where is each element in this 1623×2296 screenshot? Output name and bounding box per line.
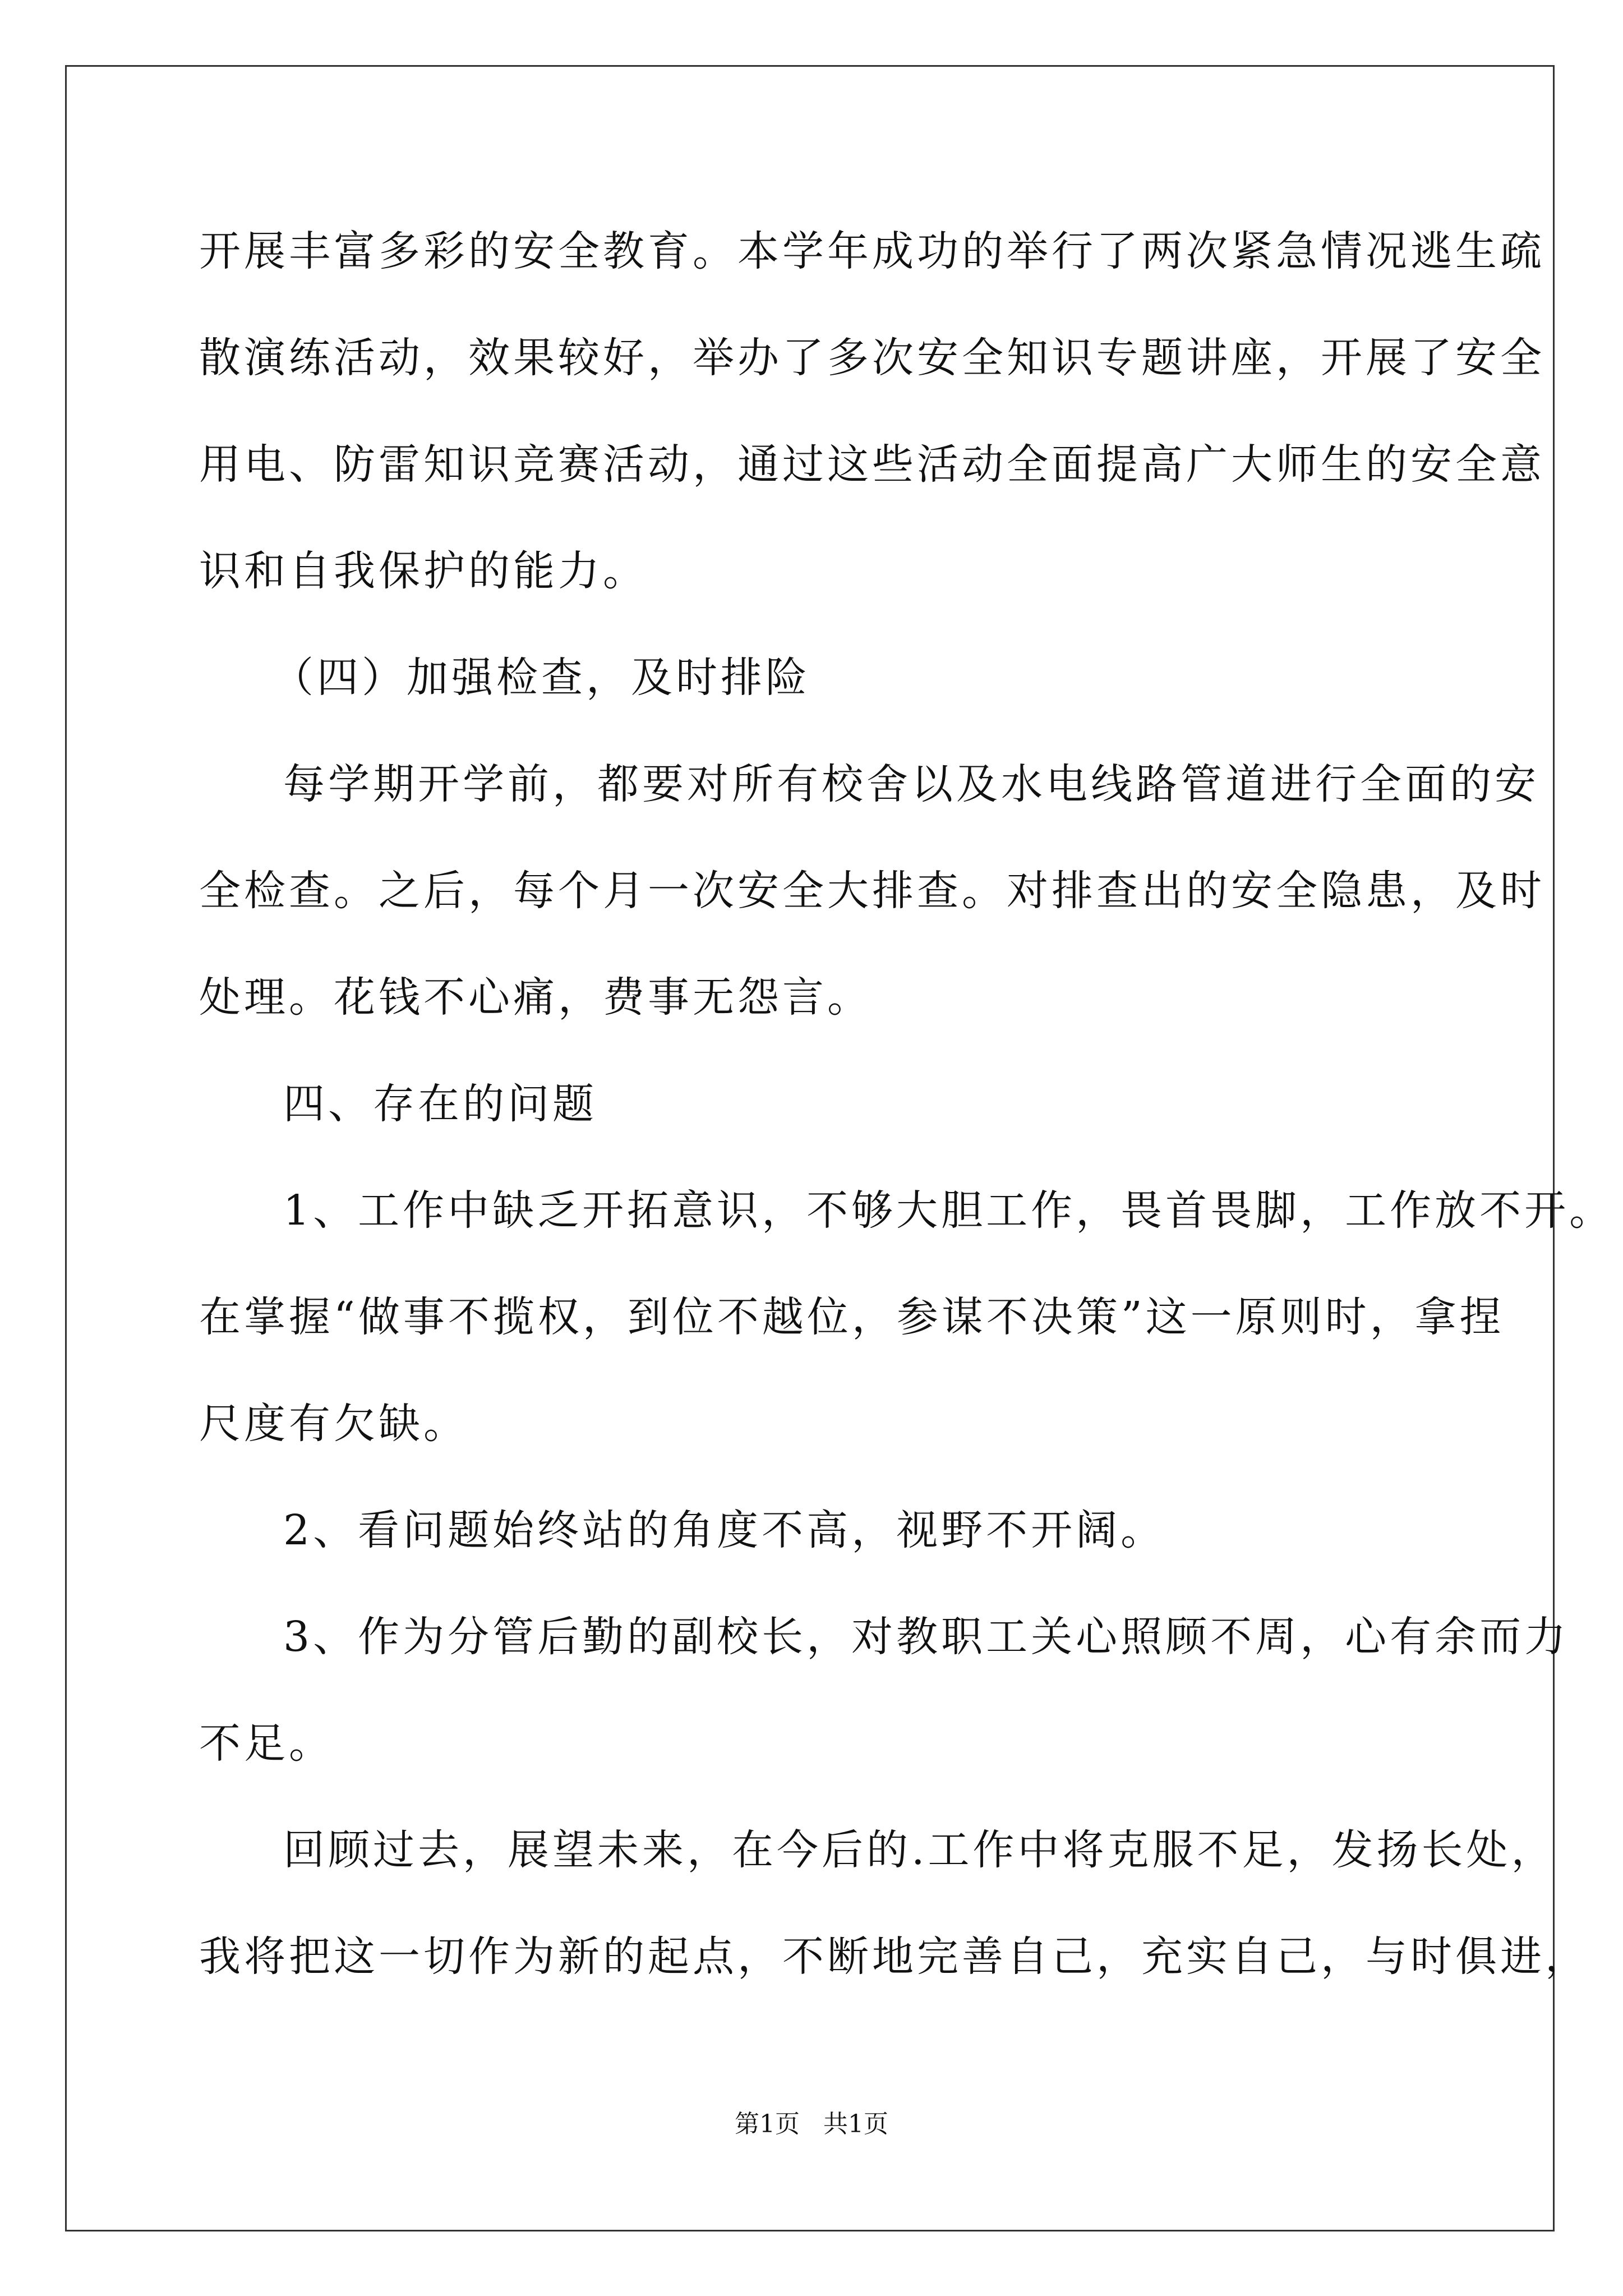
- paragraph-line: 3、作为分管后勤的副校长，对教职工关心照顾不周，心有余而力: [283, 1613, 1570, 1661]
- section-heading: 四、存在的问题: [283, 1080, 597, 1128]
- paragraph-line: 我将把这一切作为新的起点，不断地完善自己，充实自己，与时俱进，: [199, 1932, 1590, 1981]
- paragraph-line: 每学期开学前，都要对所有校舍以及水电线路管道进行全面的安: [283, 760, 1539, 808]
- paragraph-line: 全检查。之后，每个月一次安全大排查。对排查出的安全隐患，及时: [199, 867, 1545, 915]
- paragraph-line: 2、看问题始终站的角度不高，视野不开阔。: [283, 1506, 1166, 1554]
- paragraph-line: 识和自我保护的能力。: [199, 547, 648, 595]
- section-heading: （四）加强检查，及时排险: [272, 654, 810, 702]
- page-border: [65, 65, 1555, 2231]
- paragraph-line: 尺度有欠缺。: [199, 1400, 468, 1448]
- paragraph-line: 回顾过去，展望未来，在今后的.工作中将克服不足，发扬长处，: [283, 1826, 1556, 1874]
- paragraph-line: 不足。: [199, 1719, 334, 1768]
- paragraph-line: 处理。花钱不心痛，费事无怨言。: [199, 973, 872, 1022]
- paragraph-line: 1、工作中缺乏开拓意识，不够大胆工作，畏首畏脚，工作放不开。: [283, 1186, 1615, 1235]
- paragraph-line: 用电、防雷知识竞赛活动，通过这些活动全面提高广大师生的安全意: [199, 440, 1545, 489]
- page-footer: 第1页 共1页: [735, 2110, 888, 2138]
- paragraph-line: 开展丰富多彩的安全教育。本学年成功的举行了两次紧急情况逃生疏: [199, 227, 1545, 275]
- paragraph-line: 在掌握“做事不揽权，到位不越位，参谋不决策”这一原则时，拿捏: [199, 1293, 1505, 1341]
- paragraph-line: 散演练活动，效果较好，举办了多次安全知识专题讲座，开展了安全: [199, 334, 1545, 382]
